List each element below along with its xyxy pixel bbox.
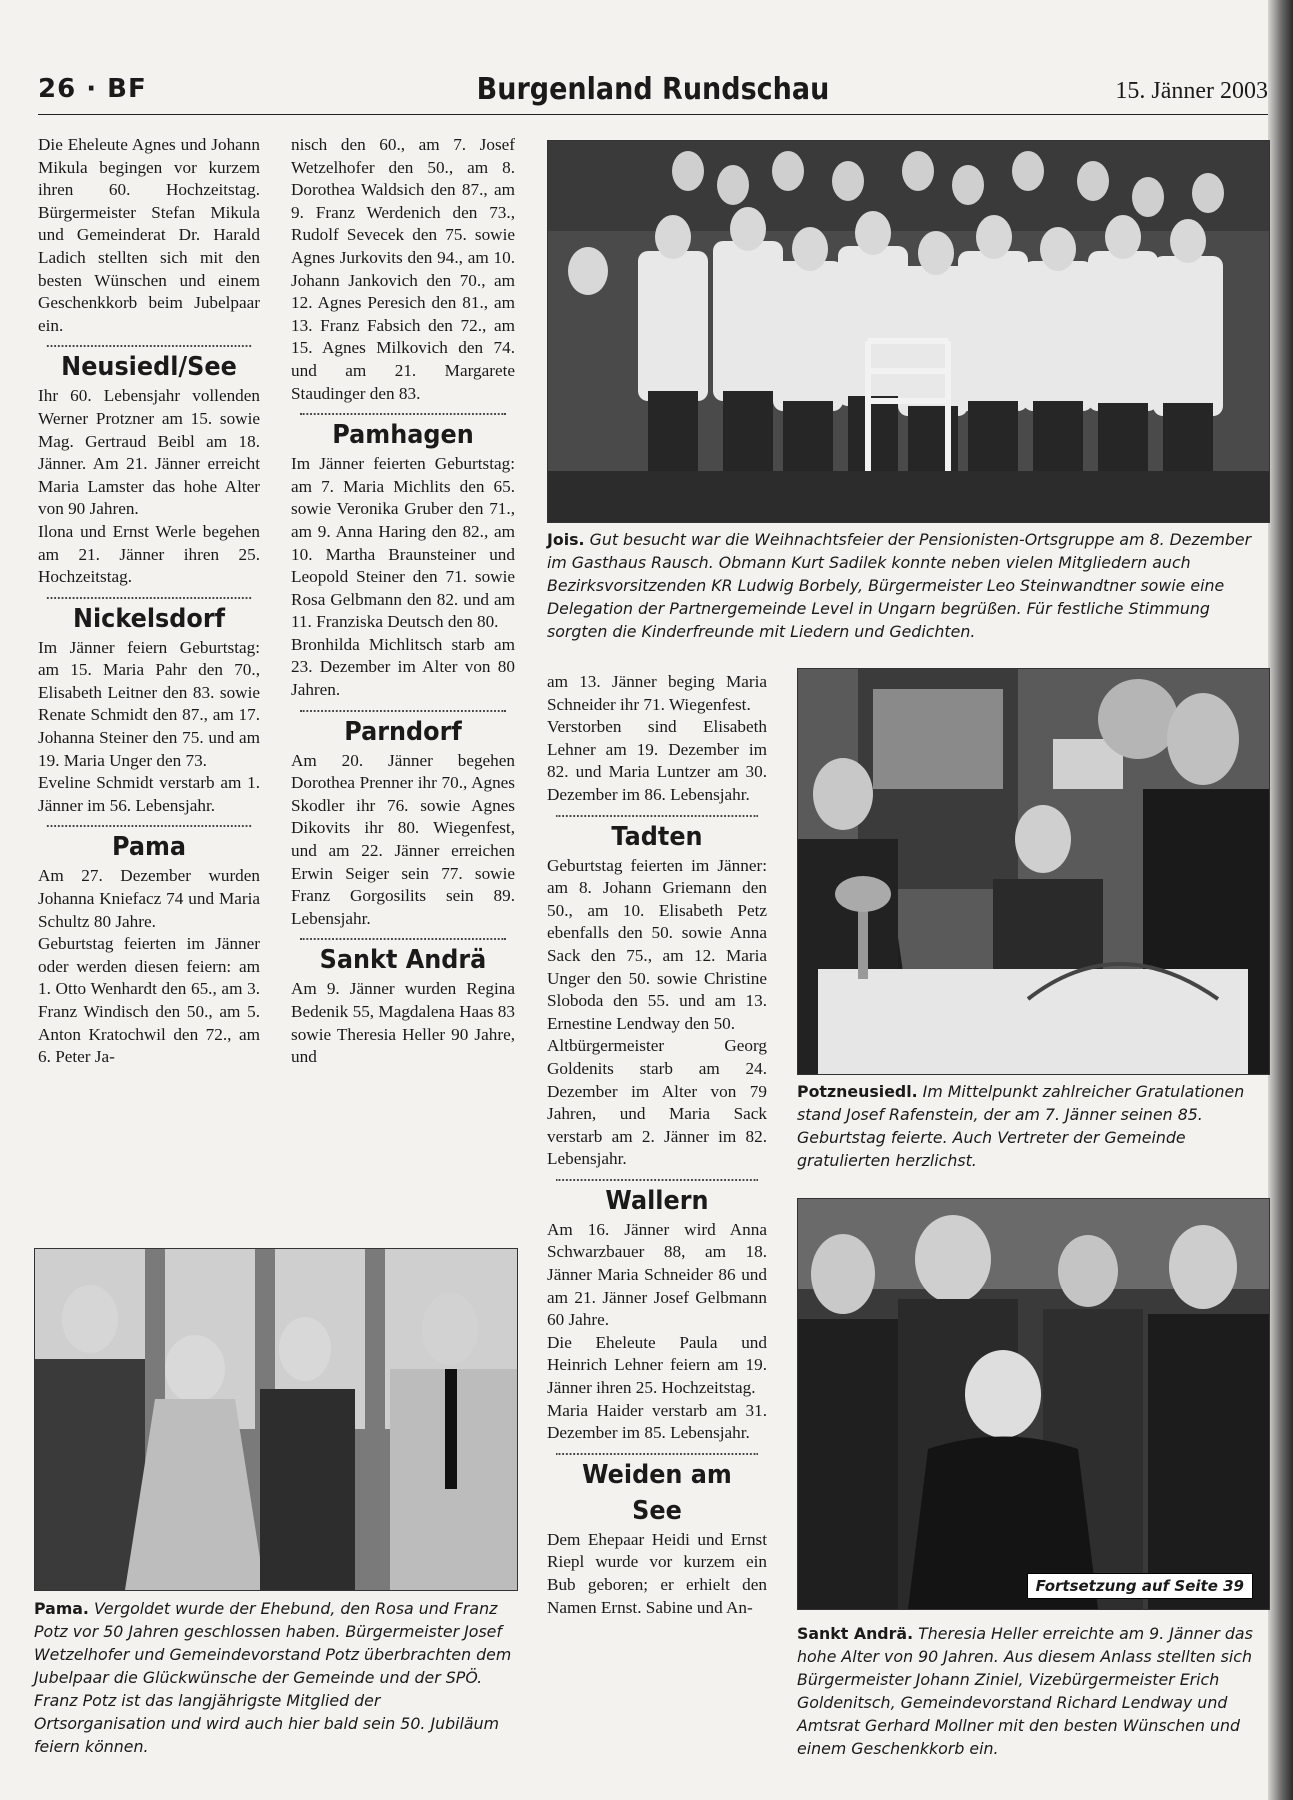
- paragraph: Die Eheleute Agnes und Johann Mikula begingen vor kurzem ihren 60. Hochzeitstag. Bürgermeister Stefan Mikula und Gemeinderat Dr. Harald Ladich stellten sich mit den besten Wünschen und einem Geschenkkorb beim Jubelpaar ein.: [38, 135, 260, 335]
- paragraph: Am 16. Jänner wird Anna Schwarzbauer 88, am 18. Jänner Maria Schneider 86 und am 21. Jänner Josef Gelbmann 60 Jahre.: [547, 1219, 767, 1330]
- paragraph: Verstorben sind Elisabeth Lehner am 19. Dezember im 82. und Maria Luntzer am 30. Dezember im 86. Lebensjahr.: [547, 717, 767, 804]
- photo-potzneusiedl-birthday: [797, 668, 1270, 1075]
- section-heading: Sankt Andrä: [300, 938, 506, 978]
- section-heading: Nickelsdorf: [47, 597, 251, 637]
- paragraph: am 13. Jänner beging Maria Schneider ihr 71. Wiegenfest.: [547, 672, 767, 714]
- scan-page-edge: [1268, 0, 1293, 1800]
- paragraph: Ilona und Ernst Werle begehen am 21. Jänner ihren 25. Hochzeitstag.: [38, 521, 260, 587]
- caption-text: Gut besucht war die Weihnachtsfeier der Pensionisten-Ortsgruppe am 8. Dezember im Gasthaus Rausch. Obmann Kurt Sadilek konnte neben vielen Mitgliedern auch Bezirksvorsitzenden KR Ludwig Borbely, Bürgermeister Leo Steinwandtner sowie eine Delegation der Partnergemeinde Level in Ungarn begrüßen. Für festliche Stimmung sorgten die Kinderfreunde mit Liedern und Gedichten.: [547, 530, 1252, 641]
- continuation-note: Fortsetzung auf Seite 39: [1027, 1573, 1253, 1599]
- caption-place: Potzneusiedl.: [797, 1082, 918, 1101]
- caption-text: Im Mittelpunkt zahlreicher Gratulationen stand Josef Rafenstein, der am 7. Jänner seinen 85. Geburtstag feierte. Auch Vertreter der Gemeinde gratulierten herzlichst.: [797, 1082, 1245, 1170]
- paragraph: Maria Haider verstarb am 31. Dezember im 85. Lebensjahr.: [547, 1400, 767, 1443]
- paragraph: Geburtstag feierten im Jänner: am 8. Johann Griemann den 50., am 10. Elisabeth Petz ebenfalls den 50. sowie Anna Sack den 75., am 12. Maria Unger den 50. sowie Christine Sloboda den 55. und am 13. Ernestine Lendway den 50.: [547, 855, 767, 1033]
- section-heading: Weiden am See: [556, 1453, 758, 1529]
- section-heading: Pama: [47, 825, 251, 865]
- photo-pama-golden-wedding: [34, 1248, 518, 1591]
- paragraph: Dem Ehepaar Heidi und Ernst Riepl wurde vor kurzem ein Bub geboren; er erhielt den Namen Ernst. Sabine und An-: [547, 1529, 767, 1617]
- paragraph: Am 9. Jänner wurden Regina Bedenik 55, Magdalena Haas 83 sowie Theresia Heller 90 Jahre, und: [291, 979, 515, 1067]
- page-number: 26 · BF: [38, 74, 147, 104]
- photo-sankt-andrae-90th-birthday: [797, 1198, 1270, 1610]
- page-header: [38, 74, 1268, 115]
- paragraph: nisch den 60., am 7. Josef Wetzelhofer den 50., am 8. Dorothea Waldsich den 87., am 9. Franz Werdenich den 73., Rudolf Sevecek den 75. sowie Agnes Jurkovits den 94., am 10. Johann Jankovich den 70., am 12. Agnes Peresich den 81., am 13. Franz Fabsich den 72., am 15. Agnes Milkovich den 74. und am 21. Margarete Staudinger den 83.: [291, 135, 515, 403]
- section-heading: Neusiedl/See: [47, 345, 251, 385]
- masthead: Burgenland Rundschau: [476, 72, 830, 107]
- paragraph: Die Eheleute Paula und Heinrich Lehner feiern am 19. Jänner ihren 25. Hochzeitstag.: [547, 1332, 767, 1398]
- caption-place: Pama.: [34, 1599, 89, 1618]
- section-heading: Pamhagen: [300, 413, 506, 453]
- column-1: [38, 134, 260, 1069]
- paragraph: Bronhilda Michlitsch starb am 23. Dezember im Alter von 80 Jahren.: [291, 634, 515, 700]
- photo-jois-christmas-party: [547, 140, 1270, 523]
- column-2: [291, 134, 515, 1069]
- caption-pama: [34, 1597, 516, 1758]
- column-3: [547, 671, 767, 1619]
- paragraph: Im Jänner feierten Geburtstag: am 7. Maria Michlits den 65. sowie Veronika Gruber den 71., am 9. Anna Haring den 82., am 10. Martha Braunsteiner und Leopold Steiner den 71. sowie Rosa Gelbmann den 82. und am 11. Franziska Deutsch den 80.: [291, 454, 515, 632]
- section-heading: Parndorf: [300, 710, 506, 750]
- caption-place: Sankt Andrä.: [797, 1624, 914, 1643]
- section-heading: Tadten: [556, 815, 758, 855]
- paragraph: Am 27. Dezember wurden Johanna Kniefacz 74 und Maria Schultz 80 Jahre.: [38, 866, 260, 931]
- caption-text: Theresia Heller erreichte am 9. Jänner das hohe Alter von 90 Jahren. Aus diesem Anlass stellten sich Bürgermeister Johann Ziniel, Vizebürgermeister Erich Goldenitsch, Gemeindevorstand Richard Lendway und Amtsrat Gerhard Mollner mit den besten Wünschen und einem Geschenkkorb ein.: [797, 1624, 1253, 1758]
- caption-jois: [547, 528, 1268, 643]
- issue-date: 15. Jänner 2003: [1115, 78, 1268, 104]
- paragraph: Eveline Schmidt verstarb am 1. Jänner im 56. Lebensjahr.: [38, 773, 260, 815]
- caption-potzneusiedl: [797, 1080, 1268, 1172]
- paragraph: Geburtstag feierten im Jänner oder werden diesen feiern: am 1. Otto Wenhardt den 65., am 3. Franz Windisch den 50., am 5. Anton Kratochwil den 72., am 6. Peter Ja-: [38, 934, 260, 1067]
- paragraph: Im Jänner feiern Geburtstag: am 15. Maria Pahr den 70., Elisabeth Leitner den 83. sowie Renate Schmidt den 87., am 17. Johanna Steiner den 75. und am 19. Maria Unger den 73.: [38, 637, 260, 770]
- caption-place: Jois.: [547, 530, 585, 549]
- caption-text: Vergoldet wurde der Ehebund, den Rosa und Franz Potz vor 50 Jahren geschlossen haben. Bürgermeister Josef Wetzelhofer und Gemeindevorstand Potz überbrachten dem Jubelpaar die Glückwünsche der Gemeinde und der SPÖ. Franz Potz ist das langjährigste Mitglied der Ortsorganisation und wird auch hier bald sein 50. Jubiläum feiern können.: [34, 1599, 512, 1756]
- section-heading: Wallern: [556, 1179, 758, 1219]
- paragraph: Am 20. Jänner begehen Dorothea Prenner ihr 70., Agnes Skodler ihr 76. sowie Agnes Dikovits ihr 80. Wiegenfest, und am 22. Jänner erreichen Erwin Seiger sein 77. sowie Franz Gorgosilits sein 89. Lebensjahr.: [291, 750, 515, 928]
- paragraph: Ihr 60. Lebensjahr vollenden Werner Protzner am 15. sowie Mag. Gertraud Beibl am 18. Jänner. Am 21. Jänner erreicht Maria Lamster das hohe Alter von 90 Jahren.: [38, 386, 260, 519]
- paragraph: Altbürgermeister Georg Goldenits starb am 24. Dezember im Alter von 79 Jahren, und Maria Sack verstarb am 2. Jänner im 82. Lebensjahr.: [547, 1036, 767, 1169]
- caption-sankt-andrae: [797, 1622, 1268, 1760]
